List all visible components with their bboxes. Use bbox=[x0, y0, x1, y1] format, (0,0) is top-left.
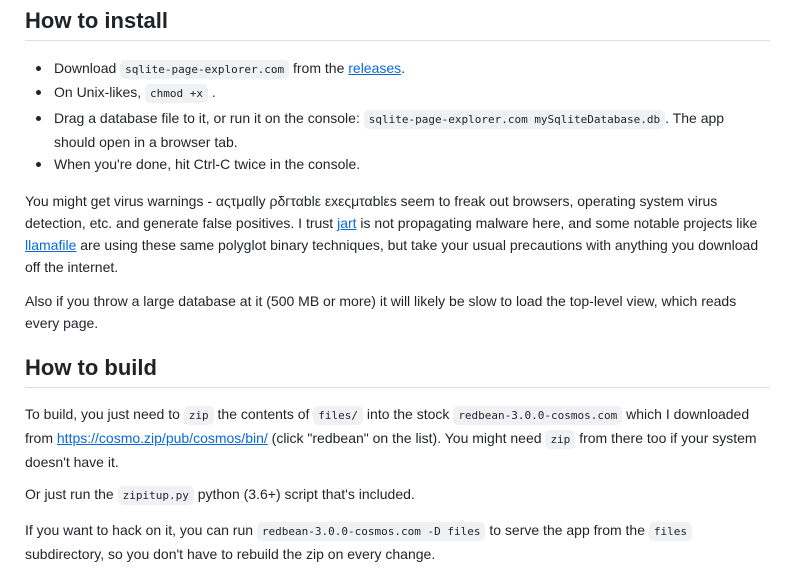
step-text: On Unix-likes, bbox=[54, 84, 142, 100]
step-text: Download bbox=[54, 60, 117, 76]
releases-link[interactable]: releases bbox=[348, 60, 402, 76]
build-heading: How to build bbox=[25, 355, 157, 380]
bullet-icon bbox=[36, 116, 41, 121]
paragraph-text: is not propagating malware here, and some notable projects like bbox=[360, 215, 758, 231]
paragraph-text: You might get virus warnings - αςτμαlly ρδгταblε εxεςμταblεs seem to freak out browsers, operating system virus detection, etc. and generate false positives. I trust bbox=[25, 193, 718, 231]
inline-code: files bbox=[649, 522, 692, 541]
step-text: When you're done, hit Ctrl-C twice in the console. bbox=[54, 156, 361, 172]
install-heading: How to install bbox=[25, 8, 168, 33]
paragraph-text: If you want to hack on it, you can run bbox=[25, 522, 254, 538]
cosmo-zip-link[interactable]: https://cosmo.zip/pub/cosmos/bin/ bbox=[56, 430, 268, 446]
inline-code: zipitup.py bbox=[118, 486, 194, 505]
install-step-download bbox=[54, 57, 766, 81]
install-step-exit bbox=[54, 153, 766, 175]
install-step-run bbox=[54, 107, 766, 153]
step-text: from the bbox=[293, 60, 345, 76]
paragraph-text: which I downloaded from bbox=[25, 406, 750, 446]
install-heading-divider bbox=[25, 40, 770, 41]
jart-link[interactable]: jart bbox=[337, 215, 357, 231]
paragraph-text: subdirectory, so you don't have to rebuild the zip on every change. bbox=[25, 546, 436, 562]
paragraph-text: are using these same polyglot binary techniques, but take your usual precautions with anything you download off the internet. bbox=[25, 237, 759, 275]
step-text: . bbox=[401, 60, 406, 76]
bullet-icon bbox=[36, 162, 41, 167]
build-heading-divider bbox=[25, 387, 770, 388]
build-paragraph bbox=[25, 403, 770, 473]
install-step-chmod bbox=[54, 81, 766, 105]
inline-code: chmod +x bbox=[145, 84, 208, 103]
paragraph-text: the contents of bbox=[217, 406, 310, 422]
paragraph-text: (click "redbean" on the list). You might need bbox=[271, 430, 542, 446]
paragraph-text: To build, you just need to bbox=[25, 406, 180, 422]
paragraph-text: into the stock bbox=[366, 406, 450, 422]
step-text: . bbox=[211, 84, 216, 100]
paragraph-text: Or just run the bbox=[25, 486, 114, 502]
inline-code: redbean-3.0.0-cosmos.com -D files bbox=[257, 522, 486, 541]
inline-code: sqlite-page-explorer.com mySqliteDatabase.db bbox=[364, 110, 665, 129]
inline-code: zip bbox=[545, 430, 575, 449]
llamafile-link[interactable]: llamafile bbox=[25, 237, 77, 253]
large-database-paragraph: Also if you throw a large database at it (500 MB or more) it will likely be slow to load the top-level view, which reads every page. bbox=[25, 293, 737, 331]
paragraph-text: to serve the app from the bbox=[489, 522, 645, 538]
bullet-icon bbox=[36, 66, 41, 71]
hack-paragraph bbox=[25, 519, 770, 565]
inline-code: redbean-3.0.0-cosmos.com bbox=[453, 406, 622, 425]
step-text: . The app should open in a browser tab. bbox=[54, 110, 725, 150]
zipitup-paragraph bbox=[25, 483, 770, 507]
inline-code: sqlite-page-explorer.com bbox=[120, 60, 289, 79]
virus-warning-paragraph bbox=[25, 190, 770, 278]
bullet-icon bbox=[36, 90, 41, 95]
inline-code: zip bbox=[184, 406, 214, 425]
paragraph-text: from there too if your system doesn't have it. bbox=[25, 430, 757, 470]
paragraph-text: python (3.6+) script that's included. bbox=[197, 486, 415, 502]
step-text: Drag a database file to it, or run it on the console: bbox=[54, 110, 360, 126]
inline-code: files/ bbox=[313, 406, 363, 425]
